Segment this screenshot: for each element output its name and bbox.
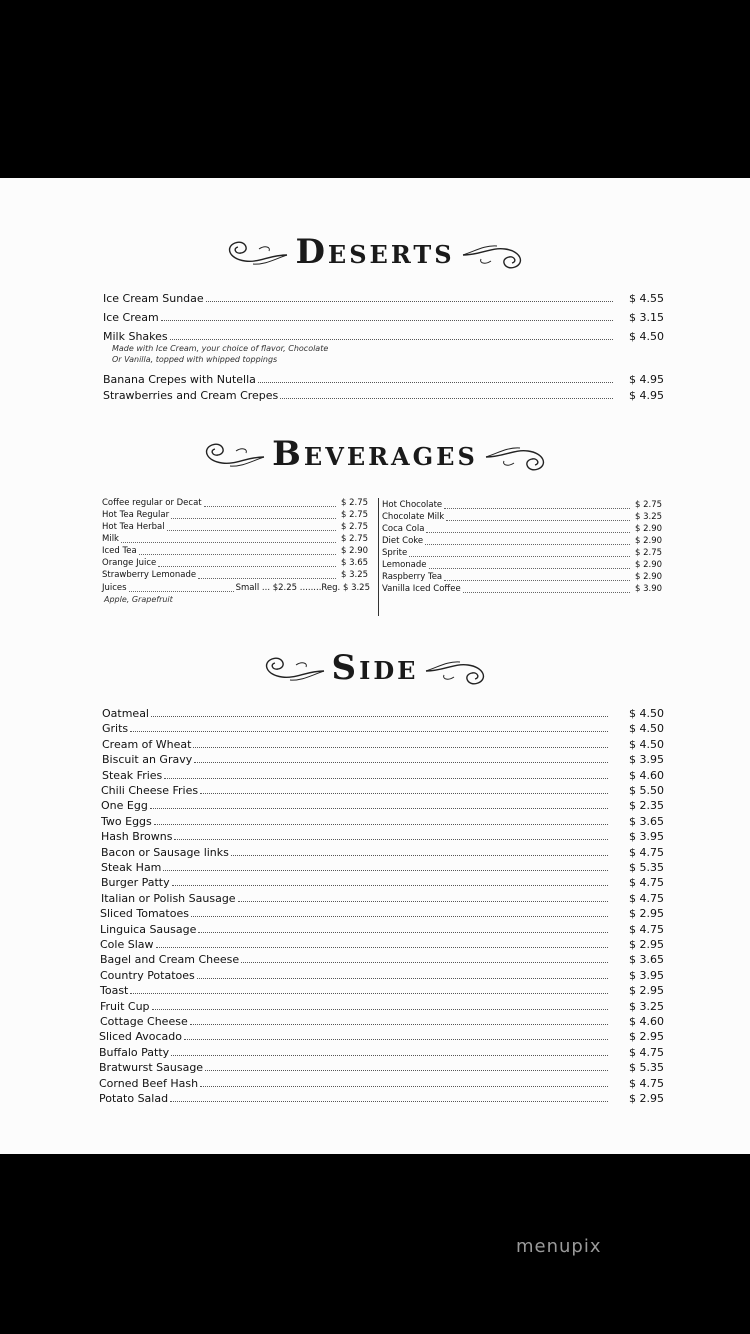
leader-dots [463,591,630,593]
menu-item-row [103,373,615,386]
menu-item-price: $ 2.35 [629,799,664,813]
leader-dots [446,519,630,521]
juices-note: Apple, Grapefruit [104,595,173,604]
leader-dots [206,300,613,302]
menu-item-price: $ 2.95 [629,907,664,921]
menu-item-row [100,984,610,997]
menu-item-price: $ 2.90 [635,536,663,546]
menu-item-row [102,753,610,766]
menu-item-name: One Egg [101,799,148,813]
menu-item-price: $ 2.90 [635,524,663,534]
menu-item-price: $ 2.75 [635,500,663,510]
menu-item-row [382,560,632,571]
menu-item-row [102,522,338,533]
menu-item-row [102,722,610,735]
side-heading [0,648,750,688]
menu-item-name: Burger Patty [101,876,170,890]
menu-item-row [102,570,338,581]
menu-item-name: Fruit Cup [100,999,150,1013]
leader-dots [197,977,608,979]
menu-item-row [382,536,632,547]
menu-item-row [100,923,610,936]
menu-item-price: $ 3.95 [629,830,664,844]
menu-item-row [102,510,338,521]
leader-dots [191,915,608,917]
menu-item-price: $ 4.95 [629,373,664,386]
leader-dots [200,792,608,794]
menu-item-price: $ 3.65 [341,558,369,568]
menu-item-name: Diet Coke [382,536,424,546]
menu-item-row [101,784,610,797]
leader-dots [280,397,613,399]
menu-item-row [103,292,615,305]
menu-item-row [101,861,610,874]
menu-item-price: $ 4.60 [629,1015,664,1028]
menu-item-row [101,846,610,859]
menu-item-row [102,769,610,782]
menu-item-price: $ 3.25 [341,570,369,580]
menu-item-name: Bacon or Sausage links [101,845,229,859]
leader-dots [150,807,608,809]
menu-item-name: Sliced Avocado [99,1030,183,1044]
deserts-heading [0,232,750,272]
menu-item-name: Oatmeal [102,707,149,720]
menu-item-row [101,892,610,905]
milkshake-note: Or Vanilla, topped with whipped toppings [112,355,278,364]
menu-item-name: Vanilla Iced Coffee [382,584,461,594]
juices-reg-price: $ 3.25 [342,583,370,593]
leader-dots [184,1038,608,1040]
leader-dots [151,715,608,717]
menu-item-row [101,799,610,812]
menu-item-row [99,1030,610,1043]
menu-item-row [382,512,632,523]
leader-dots [190,1023,608,1025]
menu-item-price: $ 2.90 [341,546,369,556]
menu-item-price: $ 4.75 [629,845,664,859]
menu-item-row [102,558,338,569]
flourish-left-icon [256,651,326,685]
menu-item-row [100,907,610,920]
leader-dots [170,338,613,340]
menu-item-price: $ 4.55 [629,292,664,305]
menu-item-price: $ 3.25 [629,999,664,1013]
leader-dots [238,900,608,902]
menu-item-price: $ 4.75 [629,1045,664,1059]
menu-item-name: Cole Slaw [100,938,154,951]
juices-reg-label: ........Reg. [299,583,341,593]
menu-item-row [100,969,610,982]
menu-item-price: $ 5.35 [629,861,664,874]
menu-item-price: $ 2.95 [629,984,664,998]
menu-item-price: $ 4.75 [629,891,664,905]
leader-dots [129,590,234,592]
menu-item-name: Cottage Cheese [100,1015,188,1028]
leader-dots [172,884,608,886]
deserts-title: Deserts [295,232,455,272]
leader-dots [170,1100,608,1102]
menu-item-row [101,830,610,843]
menu-item-name: Corned Beef Hash [99,1076,199,1090]
menu-item-row [100,1015,610,1028]
leader-dots [231,854,608,856]
menu-item-name: Hash Browns [101,830,173,844]
menu-item-name: Toast [100,984,129,998]
menu-item-price: $ 2.75 [341,498,369,508]
menu-item-name: Cream of Wheat [102,737,192,751]
menu-item-name: Milk Shakes [103,330,168,343]
menu-item-name: Steak Ham [101,861,162,874]
juices-name: Juices [102,583,127,593]
menu-item-name: Banana Crepes with Nutella [103,373,256,386]
menu-item-price: $ 4.60 [629,768,664,782]
menu-item-price: $ 2.95 [629,1030,664,1044]
leader-dots [200,1085,608,1087]
menu-item-price: $ 4.75 [629,876,664,890]
menu-item-price: $ 4.50 [629,722,664,736]
menu-item-price: $ 2.75 [635,548,663,558]
beverages-title: Beverages [272,434,478,474]
menu-item-row [103,389,615,402]
menu-item-price: $ 3.65 [629,953,664,967]
leader-dots [198,577,336,579]
menu-item-row [102,546,338,557]
menu-item-row [382,524,632,535]
leader-dots [194,761,608,763]
juices-small-price: $2.25 [272,583,298,593]
menu-item-price: $ 4.50 [629,707,664,720]
leader-dots [121,541,336,543]
leader-dots [156,946,608,948]
menu-item-row [99,1077,610,1090]
menu-item-name: Strawberries and Cream Crepes [103,389,279,402]
menu-item-row [102,534,338,545]
menu-item-price: $ 4.75 [629,1076,664,1090]
menu-item-price: $ 3.95 [629,968,664,982]
menu-item-price: $ 5.35 [629,1061,664,1075]
menu-item-row [382,572,632,583]
menu-item-name: Sprite [382,548,408,558]
menu-item-name: Linguica Sausage [100,922,197,936]
leader-dots [204,505,336,507]
menu-item-row [382,548,632,559]
menu-item-row [103,311,615,324]
menu-item-row [100,1000,610,1013]
menu-item-name: Lemonade [382,560,427,570]
juices-row [102,583,370,594]
menu-item-price: $ 3.15 [629,311,664,324]
menu-item-name: Biscuit an Gravy [102,753,193,767]
flourish-right-icon [424,651,494,685]
menu-item-name: Ice Cream Sundae [103,292,204,305]
leader-dots [205,1069,608,1071]
beverages-heading [0,434,750,474]
flourish-left-icon [196,437,266,471]
leader-dots [426,531,630,533]
leader-dots [444,507,630,509]
menu-item-row [102,707,610,720]
menu-item-name: Hot Tea Regular [102,510,170,520]
menu-item-name: Country Potatoes [100,968,195,982]
leader-dots [161,319,613,321]
menu-item-price: $ 3.25 [635,512,663,522]
menu-item-price: $ 4.50 [629,330,664,343]
menu-item-name: Grits [102,722,129,736]
leader-dots [130,992,608,994]
menu-item-row [101,876,610,889]
menu-item-row [100,938,610,951]
menu-item-price: $ 3.90 [635,584,663,594]
menu-item-name: Chili Cheese Fries [101,784,199,797]
leader-dots [425,543,630,545]
leader-dots [429,567,630,569]
menu-item-price: $ 3.95 [629,753,664,767]
menupix-watermark: menupix [516,1236,602,1257]
menu-item-row [100,953,610,966]
menu-item-name: Sliced Tomatoes [100,907,189,921]
milkshake-note: Made with Ice Cream, your choice of flavor, Chocolate [112,344,329,353]
menu-item-name: Hot Tea Herbal [102,522,165,532]
flourish-right-icon [484,437,554,471]
menu-item-row [382,500,632,511]
menu-item-price: $ 2.90 [635,560,663,570]
menu-item-name: Milk [102,534,119,544]
menu-item-name: Strawberry Lemonade [102,570,197,580]
leader-dots [193,746,608,748]
menu-item-row [382,584,632,595]
leader-dots [167,529,336,531]
menu-item-name: Coca Cola [382,524,425,534]
leader-dots [409,555,630,557]
menu-item-row [103,330,615,343]
menu-item-name: Potato Salad [99,1092,169,1105]
menu-item-price: $ 4.50 [629,737,664,751]
menu-item-name: Bagel and Cream Cheese [100,953,240,967]
leader-dots [171,517,336,519]
menu-item-name: Buffalo Patty [99,1045,170,1059]
menu-item-row [101,815,610,828]
flourish-right-icon [461,235,531,269]
menu-item-price: $ 3.65 [629,814,664,828]
menu-item-row [99,1061,610,1074]
menu-item-price: $ 2.75 [341,534,369,544]
menu-item-row [99,1092,610,1105]
leader-dots [174,838,608,840]
menu-item-name: Ice Cream [103,311,159,324]
menu-item-row [102,498,338,509]
menu-item-name: Two Eggs [101,814,152,828]
menu-item-name: Orange Juice [102,558,157,568]
menu-item-price: $ 2.75 [341,522,369,532]
leader-dots [258,381,613,383]
flourish-left-icon [219,235,289,269]
menu-item-row [99,1046,610,1059]
menu-item-name: Raspberry Tea [382,572,443,582]
menu-item-price: $ 2.90 [635,572,663,582]
leader-dots [444,579,630,581]
menu-item-price: $ 5.50 [629,784,664,797]
leader-dots [152,1008,608,1010]
menu-item-price: $ 2.95 [629,938,664,951]
leader-dots [164,777,608,779]
juices-small-label: Small ... [235,583,271,593]
menu-item-price: $ 4.95 [629,389,664,402]
menu-item-name: Bratwurst Sausage [99,1061,204,1075]
leader-dots [130,730,608,732]
menu-item-name: Iced Tea [102,546,137,556]
menu-item-price: $ 2.75 [341,510,369,520]
menu-item-name: Italian or Polish Sausage [101,891,236,905]
menu-item-row [102,738,610,751]
leader-dots [158,565,336,567]
leader-dots [198,931,608,933]
menu-item-name: Chocolate Milk [382,512,445,522]
side-title: Side [331,648,419,688]
column-divider [378,498,379,616]
menu-item-price: $ 4.75 [629,922,664,936]
leader-dots [139,553,336,555]
leader-dots [241,961,608,963]
leader-dots [171,1054,608,1056]
menu-item-name: Steak Fries [102,768,163,782]
menu-item-name: Coffee regular or Decat [102,498,202,508]
menu-item-price: $ 2.95 [629,1092,664,1105]
menu-item-name: Hot Chocolate [382,500,443,510]
leader-dots [154,823,608,825]
leader-dots [163,869,608,871]
